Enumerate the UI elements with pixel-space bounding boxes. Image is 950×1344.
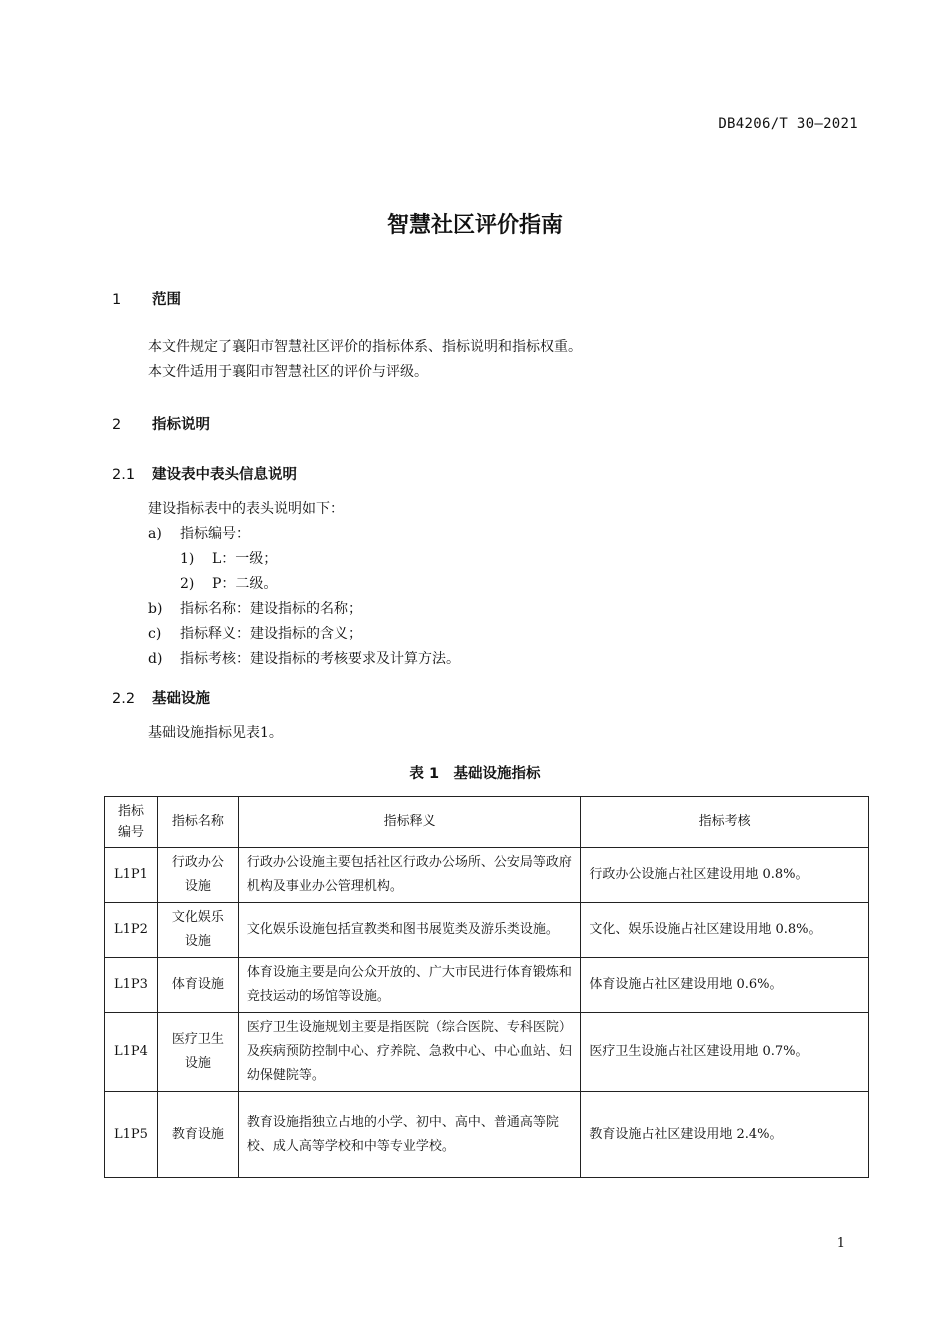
list-text: 指标编号： [180,526,250,542]
cell-code: L1P5 [105,1092,158,1178]
cell-assessment: 体育设施占社区建设用地 0.6%。 [581,958,869,1013]
cell-code: L1P1 [105,848,158,903]
cell-name-line2: 设施 [184,879,211,894]
section-title: 指标说明 [152,417,210,433]
list-marker: 2) [180,576,195,592]
list-item [180,547,277,572]
cell-name: 教育设施 [157,1092,238,1178]
cell-code: L1P4 [105,1013,158,1092]
list-text: 指标考核：建设指标的考核要求及计算方法。 [180,651,460,667]
table-row [105,1092,869,1178]
cell-definition: 医疗卫生设施规划主要是指医院（综合医院、专科医院）及疾病预防控制中心、疗养院、急救中心、中心血站、妇幼保健院等。 [238,1013,580,1092]
section-title: 建设表中表头信息说明 [152,467,297,483]
header-assessment: 指标考核 [581,797,869,848]
cell-name-line1: 医疗卫生 [171,1032,224,1047]
section-number: 2 [112,417,122,433]
section-2-1-heading [112,463,297,484]
section-title: 范围 [152,292,181,308]
section-1-heading [112,288,181,309]
cell-definition: 行政办公设施主要包括社区行政办公场所、公安局等政府机构及事业办公管理机构。 [238,848,580,903]
table-caption: 表 1 基础设施指标 [409,766,541,782]
section-2-2-intro: 基础设施指标见表1。 [148,725,283,741]
list-item [148,522,250,547]
section-number: 2.2 [112,691,136,707]
cell-assessment: 文化、娱乐设施占社区建设用地 0.8%。 [581,903,869,958]
header-code-line2: 编号 [117,825,144,840]
cell-name: 体育设施 [157,958,238,1013]
header-code-line1: 指标 [117,804,144,819]
list-text: P：二级。 [212,576,278,592]
list-item [148,647,460,672]
cell-name-line1: 文化娱乐 [171,910,224,925]
page-number: 1 [836,1236,845,1251]
cell-definition: 教育设施指独立占地的小学、初中、高中、普通高等院校、成人高等学校和中等专业学校。 [238,1092,580,1178]
cell-assessment: 教育设施占社区建设用地 2.4%。 [581,1092,869,1178]
cell-definition: 体育设施主要是向公众开放的、广大市民进行体育锻炼和竞技运动的场馆等设施。 [238,958,580,1013]
cell-code: L1P2 [105,903,158,958]
list-item [148,597,362,622]
cell-name [157,903,238,958]
section-title: 基础设施 [152,691,210,707]
table-row [105,848,869,903]
table-row [105,1013,869,1092]
cell-assessment: 医疗卫生设施占社区建设用地 0.7%。 [581,1013,869,1092]
header-name: 指标名称 [157,797,238,848]
document-title: 智慧社区评价指南 [386,213,563,238]
section-1-paragraph-1: 本文件规定了襄阳市智慧社区评价的指标体系、指标说明和指标权重。 [148,339,582,355]
cell-name [157,1013,238,1092]
section-1-paragraph-2: 本文件适用于襄阳市智慧社区的评价与评级。 [148,364,428,380]
list-marker: b) [148,601,163,617]
list-marker: 1) [180,551,195,567]
list-text: 指标名称：建设指标的名称； [180,601,362,617]
header-definition: 指标释义 [238,797,580,848]
list-marker: a) [148,526,162,542]
infrastructure-indicator-table [104,796,869,1178]
table-header-row [105,797,869,848]
cell-name-line2: 设施 [184,1056,211,1071]
cell-assessment: 行政办公设施占社区建设用地 0.8%。 [581,848,869,903]
cell-name-line1: 行政办公 [171,855,224,870]
cell-definition: 文化娱乐设施包括宣教类和图书展览类及游乐类设施。 [238,903,580,958]
table-row [105,903,869,958]
document-number: DB4206/T 30—2021 [718,116,858,132]
list-text: 指标释义：建设指标的含义； [180,626,362,642]
header-code [105,797,158,848]
section-2-heading [112,413,210,434]
list-text: L：一级； [212,551,278,567]
cell-name-line2: 设施 [184,934,211,949]
list-marker: c) [148,626,162,642]
cell-code: L1P3 [105,958,158,1013]
list-item [180,572,277,597]
cell-name [157,848,238,903]
list-item [148,622,362,647]
section-2-1-intro: 建设指标表中的表头说明如下： [148,501,344,517]
section-number: 1 [112,292,122,308]
table-row [105,958,869,1013]
list-marker: d) [148,651,163,667]
section-number: 2.1 [112,467,136,483]
section-2-2-heading [112,687,210,708]
